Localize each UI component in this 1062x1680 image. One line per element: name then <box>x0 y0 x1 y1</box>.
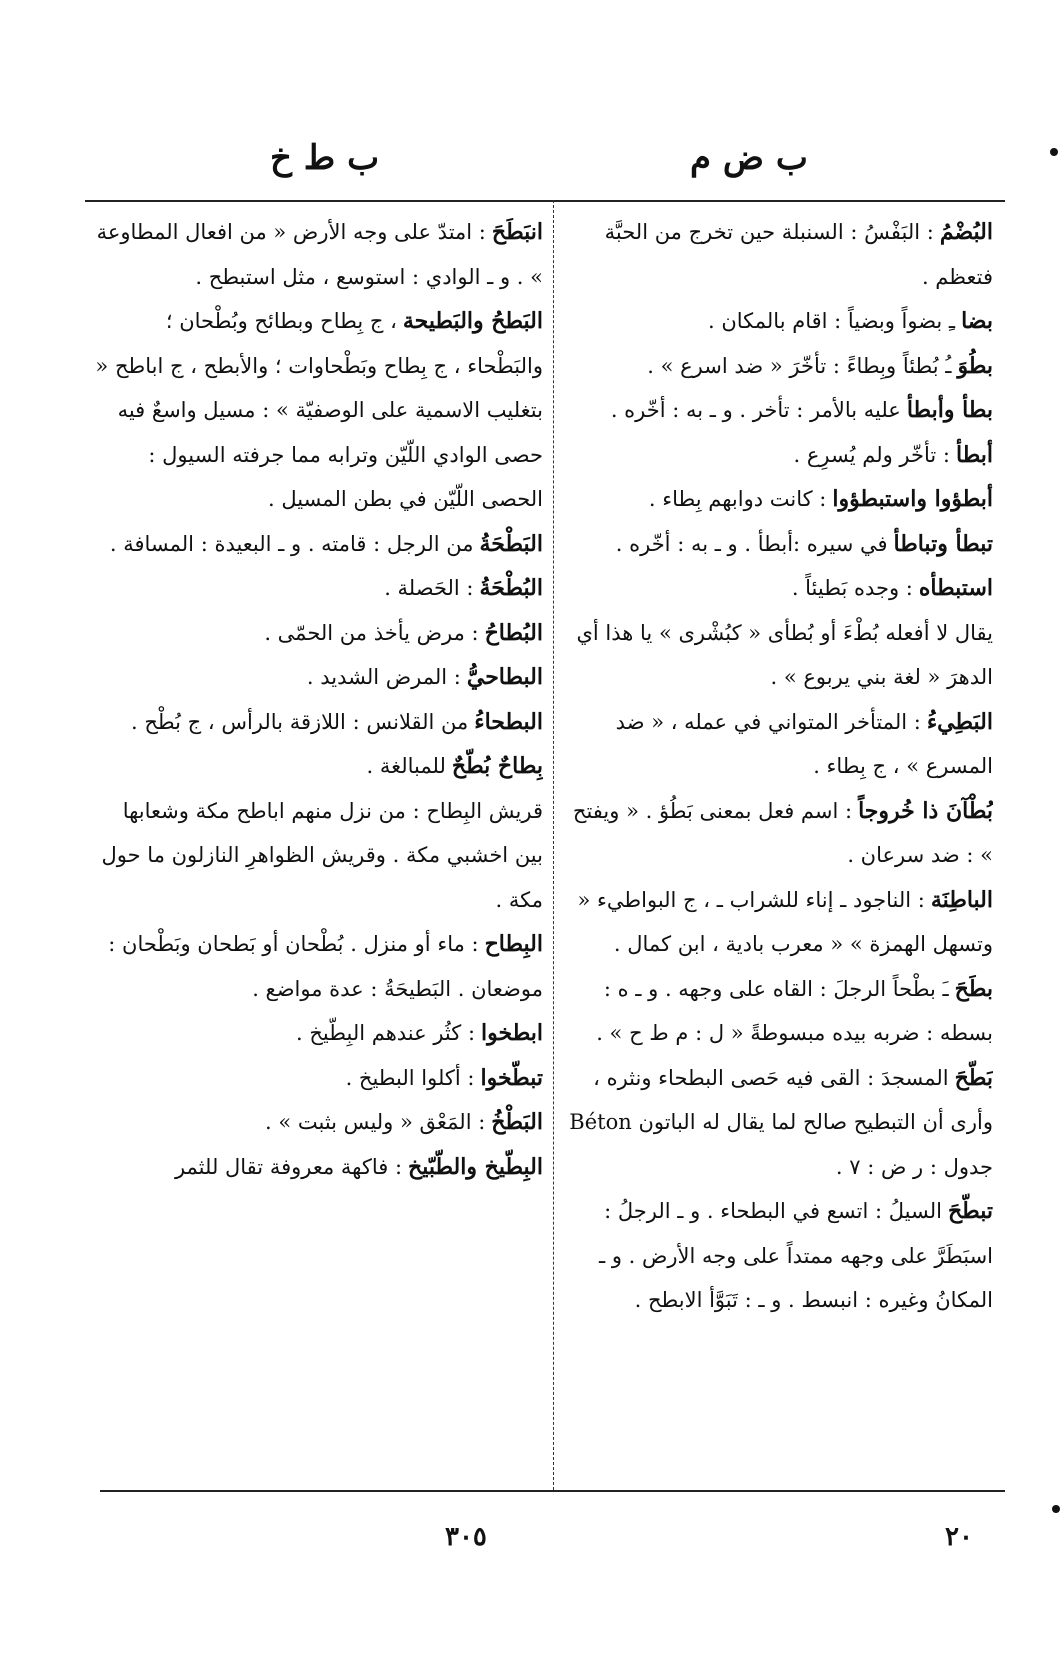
dictionary-entry <box>88 210 543 299</box>
left-column <box>88 210 543 1485</box>
entry-headword: بضا <box>961 308 993 334</box>
entry-headword: البَطِيءُ <box>926 708 993 735</box>
entry-headword: البطحاءُ <box>474 708 543 735</box>
entry-headword: تبطّخوا <box>480 1064 543 1091</box>
entry-headword: بَطّحَ <box>954 1064 993 1091</box>
dictionary-entry <box>88 700 543 745</box>
dictionary-entry <box>88 655 543 700</box>
dictionary-entry <box>558 522 993 567</box>
entry-headword: بُطْآنَ ذا خُروجاً <box>858 797 993 824</box>
entry-definition: : كانت دوابهم بِطاء . <box>648 487 827 511</box>
dictionary-entry <box>558 878 993 967</box>
entry-headword: البُطْحَةُ <box>479 575 543 601</box>
entry-definition: يقال لا أفعله بُطْءَ أو بُطأى « كبُشْرى » يا هذا أي الدهرَ « لغة بني يربوع » . <box>576 620 993 689</box>
entry-definition: : اسم فعل بمعنى بَطُؤ . « ويفتح » : ضد سرعان . <box>572 798 993 867</box>
dictionary-entry <box>558 611 993 700</box>
entry-definition: ـِ بضواً وبضياً : اقام بالمكان . <box>707 309 956 333</box>
scan-edge-mark <box>1052 1505 1060 1513</box>
page-number-right: ٢٠ <box>945 1522 973 1552</box>
entry-headword: تبطأ وتباطأ <box>893 530 993 557</box>
page-number-center: ٣٠٥ <box>445 1522 487 1552</box>
entry-definition: : وجده بَطيئاً . <box>791 576 913 600</box>
dictionary-entry <box>88 1145 543 1190</box>
entry-headword: أبطؤوا واستبطؤوا <box>832 486 993 512</box>
entry-definition: ـُ بُطئاً وبِطاءً : تأخّرَ « ضد اسرع » . <box>647 353 952 378</box>
entry-headword: بِطاحٌ بُطّحٌ <box>451 753 543 779</box>
column-divider <box>553 200 554 1490</box>
entry-headword: البطاحيُّ <box>466 664 543 690</box>
dictionary-entry <box>88 1100 543 1145</box>
dictionary-entry <box>88 611 543 656</box>
entry-headword: انبَطَحَ <box>491 219 543 245</box>
entry-definition: : المَعْق « وليس بثبت » . <box>264 1110 486 1134</box>
dictionary-entry <box>558 1189 993 1323</box>
entry-headword: البُطاحُ <box>484 619 543 646</box>
entry-headword: بطأ وأبطأ <box>906 397 993 423</box>
entry-headword: البَطْخُ <box>491 1109 543 1135</box>
entry-definition: ، ج بِطاح وبطائح وبُطْحان ؛ والبَطْحاء ، ج بِطاح وبَطْحاوات ؛ والأبطح ، ج اباطح « بتغليب الاسمية على الوصفيّة » : مسيل واسعٌ فيه حصى الوادي اللّيّن وترابه مما جرفته السيول : الحصى اللّيّن في بطن المسيل . <box>95 309 543 511</box>
entry-headword: تبطّحَ <box>947 1198 993 1224</box>
scan-edge-mark <box>1050 148 1058 156</box>
dictionary-entry <box>558 344 993 389</box>
entry-headword: أبطأ <box>956 441 993 468</box>
top-rule <box>85 200 1005 202</box>
dictionary-entry <box>558 566 993 611</box>
entry-definition: : البَفْسُ : السنبلة حين تخرج من الحبَّة فتعظم . <box>604 220 993 289</box>
entry-definition: : الحَصلة . <box>384 576 474 600</box>
dictionary-entry <box>88 299 543 522</box>
dictionary-entry <box>558 477 993 522</box>
header-right-root-letters: ب ض م <box>690 138 808 178</box>
entry-headword: ابطخوا <box>481 1020 543 1046</box>
dictionary-entry <box>88 744 543 789</box>
entry-definition: : المتأخر المتواني في عمله ، « ضد المسرع » ، ج بِطاء . <box>615 709 993 778</box>
entry-definition: : الناجود ـ إناء للشراب ـ ، ج البواطيء « وتسهل الهمزة » « معرب بادية ، ابن كمال . <box>577 887 993 956</box>
entry-definition: : كثُر عندهم البِطّيخ . <box>296 1021 476 1045</box>
entry-headword: بطُوَ <box>957 352 993 379</box>
entry-headword: البَطْحَةُ <box>479 530 543 557</box>
entry-definition: من الرجل : قامته . و ـ البعيدة : المسافة . <box>109 531 474 556</box>
entry-definition: : فاكهة معروفة تقال للثمر <box>174 1154 403 1179</box>
dictionary-entry <box>88 522 543 567</box>
dictionary-entry <box>558 789 993 878</box>
right-column <box>558 210 993 1485</box>
entry-headword: البِطاح <box>484 931 543 957</box>
entry-headword: بطَحَ <box>954 975 993 1002</box>
entry-definition: : امتدّ على وجه الأرض « من افعال المطاوعة » . و ـ الوادي : استوسع ، مثل استبطح . <box>96 220 543 289</box>
entry-definition: في سيره :أبطأ . و ـ به : أخّره . <box>615 531 888 556</box>
entry-definition: : المرض الشديد . <box>306 665 461 689</box>
dictionary-entry <box>88 922 543 1011</box>
entry-headword: البِطّيخ والطّبّيخ <box>408 1153 543 1180</box>
entry-definition: : تأخّر ولم يُسرِع . <box>793 442 950 467</box>
entry-definition: السيلُ : اتسع في البطحاء . و ـ الرجلُ : اسبَطَرَّ على وجهه ممتداً على وجه الأرض . و ـ المكانُ وغيره : انبسط . و ـ : تَبَوَّأ الابطح . <box>599 1199 993 1312</box>
dictionary-entry <box>88 789 543 923</box>
entry-headword: استبطأه <box>918 575 993 601</box>
dictionary-entry <box>88 1056 543 1101</box>
entry-definition: عليه بالأمر : تأخر . و ـ به : أخّره . <box>610 398 901 422</box>
dictionary-entry <box>558 433 993 478</box>
entry-headword: البَطحُ والبَطيحة <box>402 308 543 334</box>
dictionary-entry <box>558 1056 993 1190</box>
entry-definition: من القلانس : اللازقة بالرأس ، ج بُطْح . <box>130 709 469 734</box>
entry-definition: : ماء أو منزل . بُطْحان أو بَطحان وبَطْحان : موضعان . البَطيحَةُ : عدة مواضع . <box>108 932 543 1001</box>
dictionary-entry <box>558 210 993 299</box>
entry-definition: : مرض يأخذ من الحمّى . <box>264 620 479 645</box>
entry-headword: البُضْمُ <box>939 219 993 245</box>
dictionary-entry <box>558 388 993 433</box>
entry-definition: للمبالغة . <box>366 754 446 778</box>
entry-definition: : أكلوا البطيخ . <box>345 1065 475 1090</box>
entry-definition: ـَ بطْحاً الرجلَ : القاه على وجهه . و ـ ه : بسطه : ضربه بيده مبسوطةً « ل : م ط ح » . <box>596 976 993 1045</box>
dictionary-entry <box>88 1011 543 1056</box>
entry-definition: المسجدَ : القى فيه حَصى البطحاء ونثره ، وأرى أن التبطيح صالح لما يقال له الباتون Béton جدول : ر ض : ٧ . <box>569 1065 993 1179</box>
entry-definition: قريش البِطاح : من نزل منهم اباطح مكة وشعابها بين اخشبي مكة . وقريش الظواهرِ النازلون ما حول مكة . <box>101 798 543 912</box>
dictionary-entry <box>558 700 993 789</box>
bottom-rule <box>100 1490 1005 1492</box>
dictionary-entry <box>88 566 543 611</box>
dictionary-entry <box>558 967 993 1056</box>
header-left-root-letters: ب ط خ <box>270 138 380 178</box>
dictionary-entry <box>558 299 993 344</box>
entry-headword: الباطِنَة <box>930 886 993 913</box>
